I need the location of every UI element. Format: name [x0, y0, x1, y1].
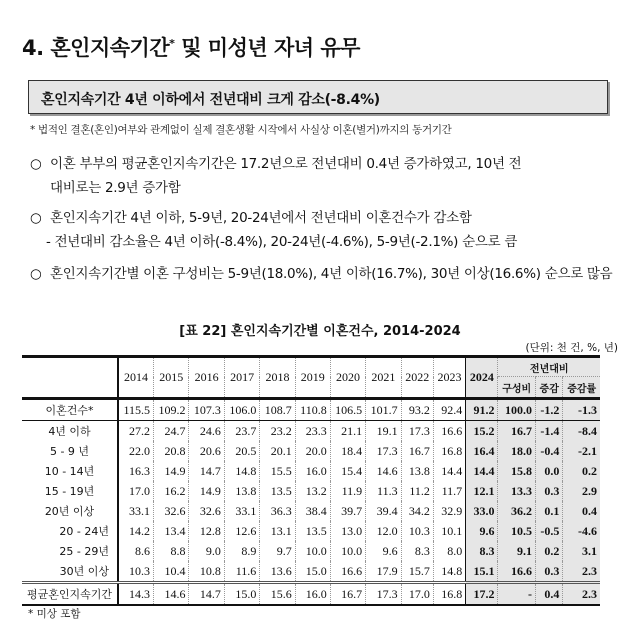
table-unit: (단위: 천 건, %, 년) — [525, 342, 618, 354]
cell-rate: 2.9 — [563, 481, 600, 501]
cell-current: 33.0 — [466, 501, 498, 521]
cell-current: 12.1 — [466, 481, 498, 501]
bullet-1: ○ 이혼 부부의 평균혼인지속기간은 17.2년으로 전년대비 0.4년 증가하였고, 10년 전 대비로는 2.9년 증가함 — [30, 156, 522, 196]
cell-value: 16.7 — [330, 583, 365, 606]
cell-value: 15.7 — [401, 561, 433, 583]
cell-value: 13.1 — [260, 521, 295, 541]
cell-value: 8.8 — [154, 541, 189, 561]
table-row — [22, 441, 600, 461]
cell-value: 32.6 — [154, 501, 189, 521]
cell-value: 10.0 — [295, 541, 330, 561]
cell-value: 16.0 — [295, 461, 330, 481]
table-row — [22, 501, 600, 521]
header-year: 2023 — [433, 357, 465, 399]
cell-value: 14.4 — [433, 461, 465, 481]
cell-value: 8.3 — [401, 541, 433, 561]
cell-value: 13.5 — [260, 481, 295, 501]
cell-value: 9.0 — [189, 541, 224, 561]
row-label: 5 - 9 년 — [22, 441, 118, 461]
cell-value: 21.1 — [330, 421, 365, 442]
table-row — [22, 421, 600, 442]
cell-share: 36.2 — [498, 501, 536, 521]
table-row — [22, 481, 600, 501]
cell-value: 13.0 — [330, 521, 365, 541]
cell-value: 15.6 — [260, 583, 295, 606]
header-year: 2020 — [330, 357, 365, 399]
cell-current: 15.1 — [466, 561, 498, 583]
cell-change: -0.5 — [535, 521, 562, 541]
header-year: 2016 — [189, 357, 224, 399]
cell-current: 9.6 — [466, 521, 498, 541]
cell-value: 16.2 — [154, 481, 189, 501]
cell-value: 16.7 — [401, 441, 433, 461]
cell-value: 17.0 — [401, 583, 433, 606]
cell-rate: -1.3 — [563, 399, 600, 421]
row-label: 이혼건수* — [22, 399, 118, 421]
header-sub: 구성비 — [498, 377, 536, 399]
cell-value: 12.0 — [366, 521, 401, 541]
cell-value: 32.9 — [433, 501, 465, 521]
cell-change: -0.4 — [535, 441, 562, 461]
cell-value: 20.1 — [260, 441, 295, 461]
table-row — [22, 399, 600, 421]
cell-value: 19.1 — [366, 421, 401, 442]
cell-value: 15.5 — [260, 461, 295, 481]
row-label: 20년 이상 — [22, 501, 118, 521]
cell-change: 0.2 — [535, 541, 562, 561]
cell-value: 20.5 — [224, 441, 259, 461]
cell-value: 14.9 — [154, 461, 189, 481]
cell-rate: -4.6 — [563, 521, 600, 541]
row-label: 15 - 19년 — [22, 481, 118, 501]
table-row — [22, 521, 600, 541]
definition-note: * 법적인 결혼(혼인)여부와 관계없이 실제 결혼생활 시작에서 사실상 이혼(별거)까지의 동거기간 — [30, 124, 452, 136]
cell-value: 16.3 — [118, 461, 154, 481]
header-year: 2018 — [260, 357, 295, 399]
cell-change: 0.1 — [535, 501, 562, 521]
headline-box — [28, 80, 608, 114]
cell-value: 23.7 — [224, 421, 259, 442]
cell-current: 8.3 — [466, 541, 498, 561]
cell-value: 10.4 — [154, 561, 189, 583]
table-footnote: * 미상 포함 — [28, 608, 81, 620]
cell-share: 9.1 — [498, 541, 536, 561]
cell-value: 24.6 — [189, 421, 224, 442]
cell-value: 107.3 — [189, 399, 224, 421]
cell-rate: -2.1 — [563, 441, 600, 461]
cell-value: 15.0 — [295, 561, 330, 583]
cell-value: 27.2 — [118, 421, 154, 442]
cell-current: 15.2 — [466, 421, 498, 442]
cell-value: 17.3 — [366, 441, 401, 461]
cell-value: 14.6 — [154, 583, 189, 606]
cell-value: 11.2 — [401, 481, 433, 501]
cell-value: 13.6 — [260, 561, 295, 583]
cell-value: 24.7 — [154, 421, 189, 442]
cell-rate: 2.3 — [563, 583, 600, 606]
cell-value: 93.2 — [401, 399, 433, 421]
cell-rate: 0.2 — [563, 461, 600, 481]
header-blank — [22, 357, 118, 399]
table-row — [22, 561, 600, 583]
cell-value: 101.7 — [366, 399, 401, 421]
cell-value: 14.3 — [118, 583, 154, 606]
row-label: 4년 이하 — [22, 421, 118, 442]
headline: 혼인지속기간 4년 이하에서 전년대비 크게 감소(-8.4%) — [41, 92, 380, 108]
row-label: 평균혼인지속기간 — [22, 583, 118, 606]
cell-share: 10.5 — [498, 521, 536, 541]
cell-value: 12.6 — [224, 521, 259, 541]
cell-share: - — [498, 583, 536, 606]
row-label: 20 - 24년 — [22, 521, 118, 541]
cell-value: 17.3 — [401, 421, 433, 442]
cell-value: 10.8 — [189, 561, 224, 583]
cell-change: 0.4 — [535, 583, 562, 606]
cell-value: 23.2 — [260, 421, 295, 442]
cell-value: 14.7 — [189, 461, 224, 481]
cell-change: 0.3 — [535, 481, 562, 501]
header-year-current: 2024 — [466, 357, 498, 399]
header-year: 2015 — [154, 357, 189, 399]
cell-value: 14.2 — [118, 521, 154, 541]
cell-current: 16.4 — [466, 441, 498, 461]
cell-value: 39.4 — [366, 501, 401, 521]
cell-change: -1.4 — [535, 421, 562, 442]
cell-value: 11.9 — [330, 481, 365, 501]
cell-value: 92.4 — [433, 399, 465, 421]
cell-value: 109.2 — [154, 399, 189, 421]
header-yoy: 전년대비 — [498, 357, 600, 377]
cell-value: 34.2 — [401, 501, 433, 521]
cell-value: 14.8 — [433, 561, 465, 583]
cell-value: 15.0 — [224, 583, 259, 606]
cell-value: 106.0 — [224, 399, 259, 421]
cell-value: 115.5 — [118, 399, 154, 421]
cell-value: 14.9 — [189, 481, 224, 501]
cell-value: 8.6 — [118, 541, 154, 561]
cell-value: 10.0 — [330, 541, 365, 561]
cell-value: 32.6 — [189, 501, 224, 521]
cell-value: 9.6 — [366, 541, 401, 561]
cell-rate: 2.3 — [563, 561, 600, 583]
table-caption: [표 22] 혼인지속기간별 이혼건수, 2014-2024 — [179, 324, 461, 339]
header-year: 2021 — [366, 357, 401, 399]
cell-value: 16.6 — [433, 421, 465, 442]
header-sub: 증감률 — [563, 377, 600, 399]
cell-value: 20.6 — [189, 441, 224, 461]
cell-current: 17.2 — [466, 583, 498, 606]
row-label: 25 - 29년 — [22, 541, 118, 561]
cell-value: 11.6 — [224, 561, 259, 583]
cell-change: 0.0 — [535, 461, 562, 481]
row-label: 10 - 14년 — [22, 461, 118, 481]
bullet-3: ○ 혼인지속기간별 이혼 구성비는 5-9년(18.0%), 4년 이하(16.7%), 30년 이상(16.6%) 순으로 많음 — [30, 266, 613, 282]
table-row — [22, 461, 600, 481]
header-year: 2022 — [401, 357, 433, 399]
cell-value: 11.7 — [433, 481, 465, 501]
table-row — [22, 583, 600, 606]
cell-value: 10.1 — [433, 521, 465, 541]
row-label: 30년 이상 — [22, 561, 118, 583]
cell-value: 108.7 — [260, 399, 295, 421]
cell-value: 20.8 — [154, 441, 189, 461]
cell-value: 110.8 — [295, 399, 330, 421]
cell-value: 16.6 — [330, 561, 365, 583]
cell-share: 100.0 — [498, 399, 536, 421]
header-sub: 증감 — [535, 377, 562, 399]
cell-value: 39.7 — [330, 501, 365, 521]
table-row — [22, 541, 600, 561]
cell-value: 8.9 — [224, 541, 259, 561]
cell-current: 14.4 — [466, 461, 498, 481]
cell-value: 13.2 — [295, 481, 330, 501]
cell-value: 22.0 — [118, 441, 154, 461]
section-title: 4. 혼인지속기간* 및 미성년 자녀 유무 — [22, 36, 360, 60]
cell-value: 33.1 — [118, 501, 154, 521]
cell-value: 12.8 — [189, 521, 224, 541]
cell-change: -1.2 — [535, 399, 562, 421]
cell-value: 11.3 — [366, 481, 401, 501]
header-year: 2017 — [224, 357, 259, 399]
cell-share: 18.0 — [498, 441, 536, 461]
cell-share: 13.3 — [498, 481, 536, 501]
cell-value: 17.9 — [366, 561, 401, 583]
cell-rate: 3.1 — [563, 541, 600, 561]
cell-value: 14.8 — [224, 461, 259, 481]
cell-value: 13.8 — [401, 461, 433, 481]
cell-value: 15.4 — [330, 461, 365, 481]
cell-value: 17.3 — [366, 583, 401, 606]
cell-value: 9.7 — [260, 541, 295, 561]
cell-value: 13.5 — [295, 521, 330, 541]
cell-share: 15.8 — [498, 461, 536, 481]
cell-value: 18.4 — [330, 441, 365, 461]
cell-current: 91.2 — [466, 399, 498, 421]
cell-value: 16.0 — [295, 583, 330, 606]
cell-change: 0.3 — [535, 561, 562, 583]
cell-value: 13.8 — [224, 481, 259, 501]
cell-share: 16.7 — [498, 421, 536, 442]
cell-rate: -8.4 — [563, 421, 600, 442]
cell-value: 14.7 — [189, 583, 224, 606]
cell-value: 36.3 — [260, 501, 295, 521]
cell-value: 38.4 — [295, 501, 330, 521]
cell-value: 8.0 — [433, 541, 465, 561]
cell-value: 13.4 — [154, 521, 189, 541]
header-year: 2014 — [118, 357, 154, 399]
cell-value: 23.3 — [295, 421, 330, 442]
cell-value: 17.0 — [118, 481, 154, 501]
cell-value: 106.5 — [330, 399, 365, 421]
cell-value: 14.6 — [366, 461, 401, 481]
cell-share: 16.6 — [498, 561, 536, 583]
cell-value: 10.3 — [401, 521, 433, 541]
cell-value: 33.1 — [224, 501, 259, 521]
cell-value: 10.3 — [118, 561, 154, 583]
header-year: 2019 — [295, 357, 330, 399]
cell-value: 16.8 — [433, 441, 465, 461]
cell-rate: 0.4 — [563, 501, 600, 521]
divorce-duration-table — [22, 355, 600, 606]
cell-value: 20.0 — [295, 441, 330, 461]
bullet-2: ○ 혼인지속기간 4년 이하, 5-9년, 20-24년에서 전년대비 이혼건수가 감소함 - 전년대비 감소율은 4년 이하(-8.4%), 20-24년(-4.6%), 5-9년(-2.1%) 순으로 큼 — [30, 210, 518, 250]
cell-value: 16.8 — [433, 583, 465, 606]
